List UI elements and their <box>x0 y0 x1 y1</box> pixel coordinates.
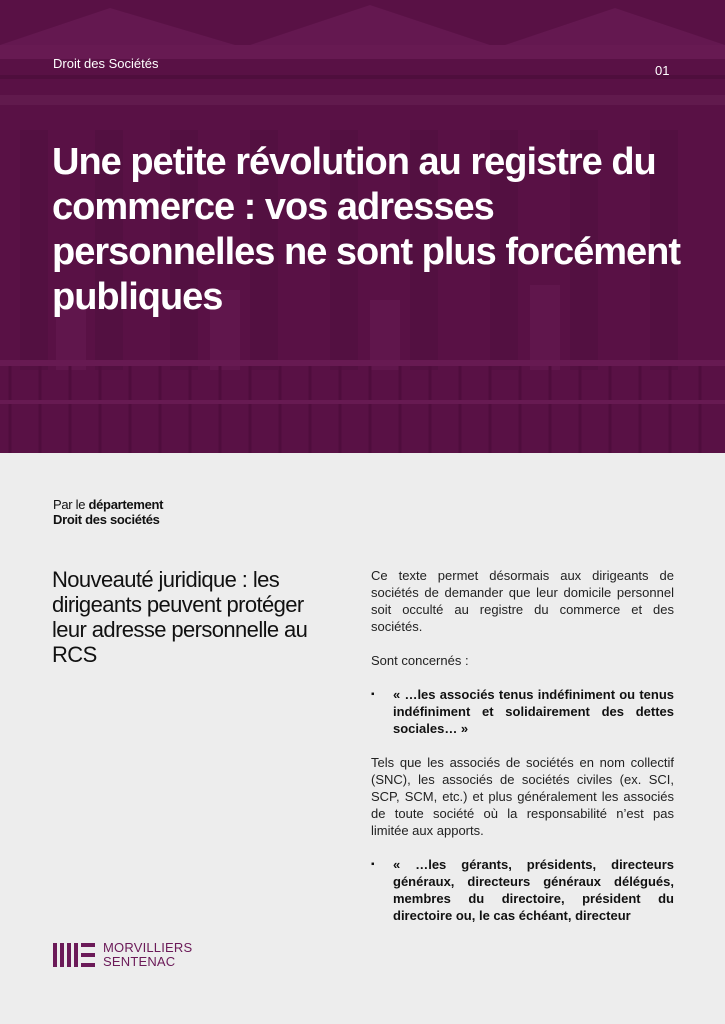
bullet-icon: ▪ <box>371 689 375 700</box>
section-label: Droit des Sociétés <box>53 56 159 71</box>
page-title: Une petite révolution au registre du commerce : vos adresses personnelles ne sont plus forcément publiques <box>52 141 681 318</box>
intro-paragraph: Ce texte permet désormais aux dirigeants de sociétés de demander que leur domicile personnel soit occulté au registre du commerce et des sociétés. <box>371 568 674 634</box>
body-column <box>371 567 674 924</box>
byline-department: département <box>88 497 164 512</box>
company-logo <box>53 941 192 969</box>
bullet-icon: ▪ <box>371 859 375 870</box>
logo-line-2: SENTENAC <box>103 954 176 969</box>
section-heading: Nouveauté juridique : les dirigeants peuvent protéger leur adresse personnelle au RCS <box>52 567 308 667</box>
logo-line-1: MORVILLIERS <box>103 940 193 955</box>
hero-banner <box>0 0 725 453</box>
byline-prefix: Par le <box>53 497 86 512</box>
logo-wordmark <box>103 941 192 969</box>
page-number: 01 <box>655 63 670 78</box>
list-item-text: « …les associés tenus indéfiniment ou tenus indéfiniment et solidairement des dettes sociales… » <box>393 687 674 736</box>
list-item-text: « …les gérants, présidents, directeurs généraux, directeurs généraux délégués, membres du directoire, président du directoire ou, le cas échéant, directeur <box>393 857 674 923</box>
byline <box>53 497 163 527</box>
logo-mark-icon <box>53 943 95 967</box>
concerned-label: Sont concernés : <box>371 653 469 668</box>
byline-department-name: Droit des sociétés <box>53 512 160 527</box>
list-item <box>371 686 674 737</box>
list-item <box>371 856 674 924</box>
body-paragraph: Tels que les associés de sociétés en nom collectif (SNC), les associés de sociétés civiles (ex. SCI, SCP, SCM, etc.) et plus généralement les associés de toute société où la responsabilité n’est pas limitée aux apports. <box>371 755 674 838</box>
